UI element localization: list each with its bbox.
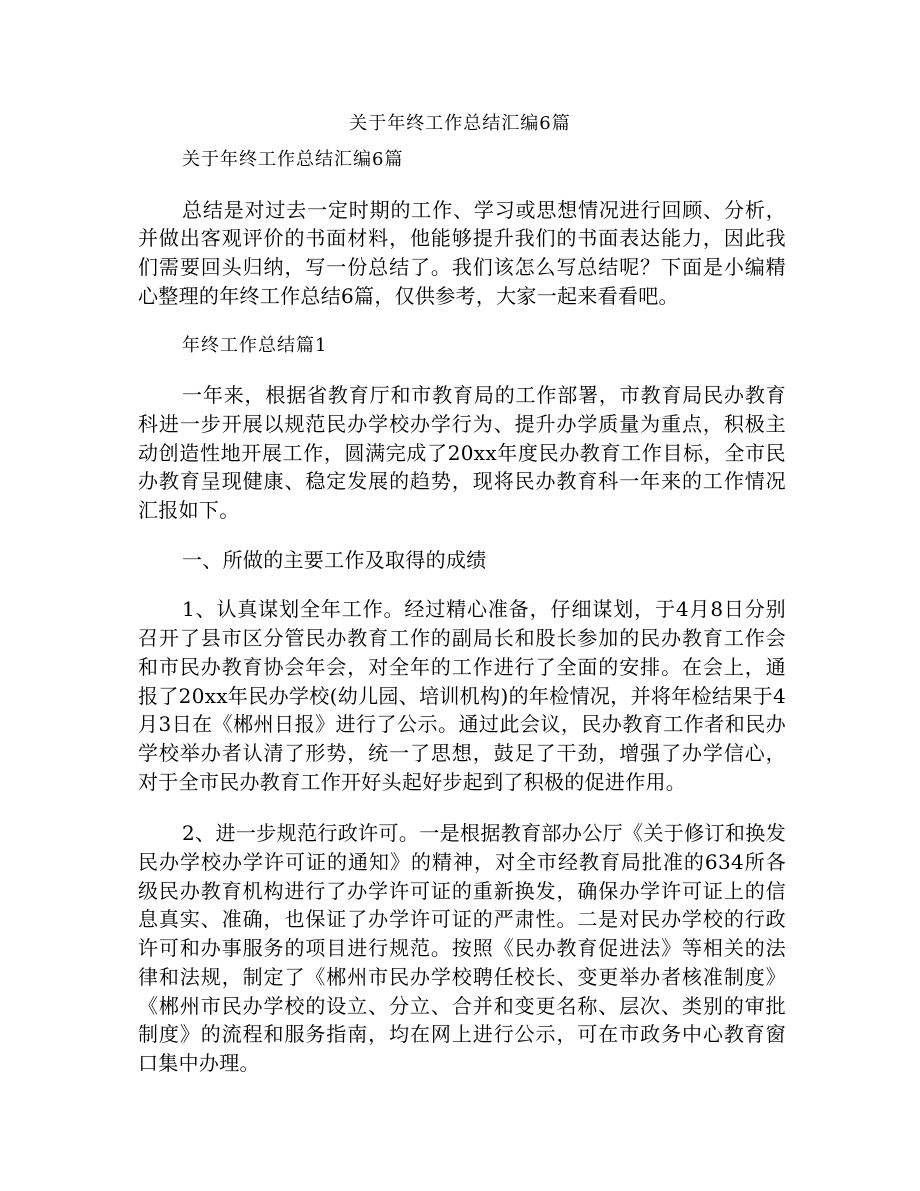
body-paragraph: 2、进一步规范行政许可。一是根据教育部办公厅《关于修订和换发民办学校办学许可证的通知》的精神，对全市经教育局批准的634所各级民办教育机构进行了办学许可证的重新换发，确保办学许可证上的信息真实、准确，也保证了办学许可证的严肃性。二是对民办学校的行政许可和办事服务的项目进行规范。按照《民办教育促进法》等相关的法律和法规，制定了《郴州市民办学校聘任校长、变更举办者核准制度》《郴州市民办学校的设立、分立、合并和变更名称、层次、类别的审批制度》的流程和服务指南，均在网上进行公示，可在市政务中心教育窗口集中办理。 [138,821,786,1075]
subsection-heading: 一、所做的主要工作及取得的成绩 [182,547,487,572]
document-title: 关于年终工作总结汇编6篇 [349,113,571,134]
body-paragraph: 一年来，根据省教育厅和市教育局的工作部署，市教育局民办教育科进一步开展以规范民办学校办学行为、提升办学质量为重点，积极主动创造性地开展工作，圆满完成了20xx年度民办教育工作目标，全市民办教育呈现健康、稳定发展的趋势，现将民办教育科一年来的工作情况汇报如下。 [138,383,786,523]
section-heading: 年终工作总结篇1 [182,334,328,356]
document-body [138,146,786,1078]
subtitle-paragraph: 关于年终工作总结汇编6篇 [182,149,404,170]
intro-paragraph: 总结是对过去一定时期的工作、学习或思想情况进行回顾、分析，并做出客观评价的书面材料，他能够提升我们的书面表达能力，因此我们需要回头归纳，写一份总结了。我们该怎么写总结呢？下面是小编精心整理的年终工作总结6篇，仅供参考，大家一起来看看吧。 [138,197,786,308]
body-paragraph: 1、认真谋划全年工作。经过精心准备，仔细谋划，于4月8日分别召开了县市区分管民办教育工作的副局长和股长参加的民办教育工作会和市民办教育协会年会，对全年的工作进行了全面的安排。在会上，通报了20xx年民办学校(幼儿园、培训机构)的年检情况，并将年检结果于4月3日在《郴州日报》进行了公示。通过此会议，民办教育工作者和民办学校举办者认清了形势，统一了思想，鼓足了干劲，增强了办学信心，对于全市民办教育工作开好头起好步起到了积极的促进作用。 [138,597,786,794]
